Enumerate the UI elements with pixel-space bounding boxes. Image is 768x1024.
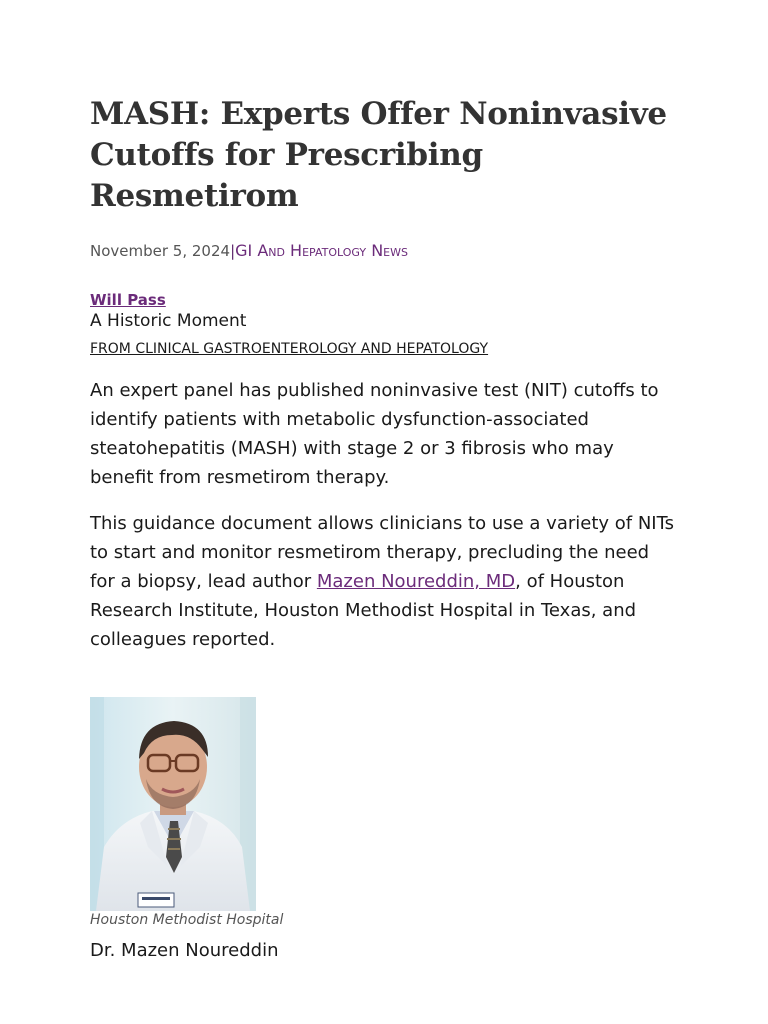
section-link[interactable]: GI And Hepatology News bbox=[235, 241, 408, 260]
photo-subject-name: Dr. Mazen Noureddin bbox=[90, 940, 279, 961]
article-paragraph-1: An expert panel has published noninvasive test (NIT) cutoffs to identify patients with metabolic dysfunction-associated steatohepatitis (MASH) with stage 2 or 3 fibrosis who may benefit from resmetirom therapy. bbox=[90, 380, 659, 488]
author-profile-link[interactable]: Mazen Noureddin, MD bbox=[316, 571, 516, 592]
paragraph-2-text-before: This guidance document allows clinicians to use a variety of NITs to start and monitor resmetirom therapy, precluding the need for a biopsy, lead author bbox=[90, 513, 674, 592]
source-link[interactable]: FROM CLINICAL GASTROENTEROLOGY AND HEPATOLOGY bbox=[90, 341, 489, 357]
publish-date: November 5, 2024 bbox=[90, 242, 231, 260]
article-meta bbox=[90, 241, 678, 261]
author-portrait-photo bbox=[90, 697, 256, 911]
meta-separator: | bbox=[230, 242, 236, 260]
photo-caption: Houston Methodist Hospital bbox=[90, 912, 284, 928]
author-link[interactable]: Will Pass bbox=[90, 291, 166, 309]
paragraph-2-text-after: , of Houston Research Institute, Houston Methodist Hospital in Texas, and colleagues reported. bbox=[90, 571, 637, 650]
author-title: A Historic Moment bbox=[90, 311, 247, 331]
article-headline: MASH: Experts Offer Noninvasive Cutoffs for Prescribing Resmetirom bbox=[90, 96, 667, 214]
article-paragraph-2 bbox=[90, 509, 678, 654]
